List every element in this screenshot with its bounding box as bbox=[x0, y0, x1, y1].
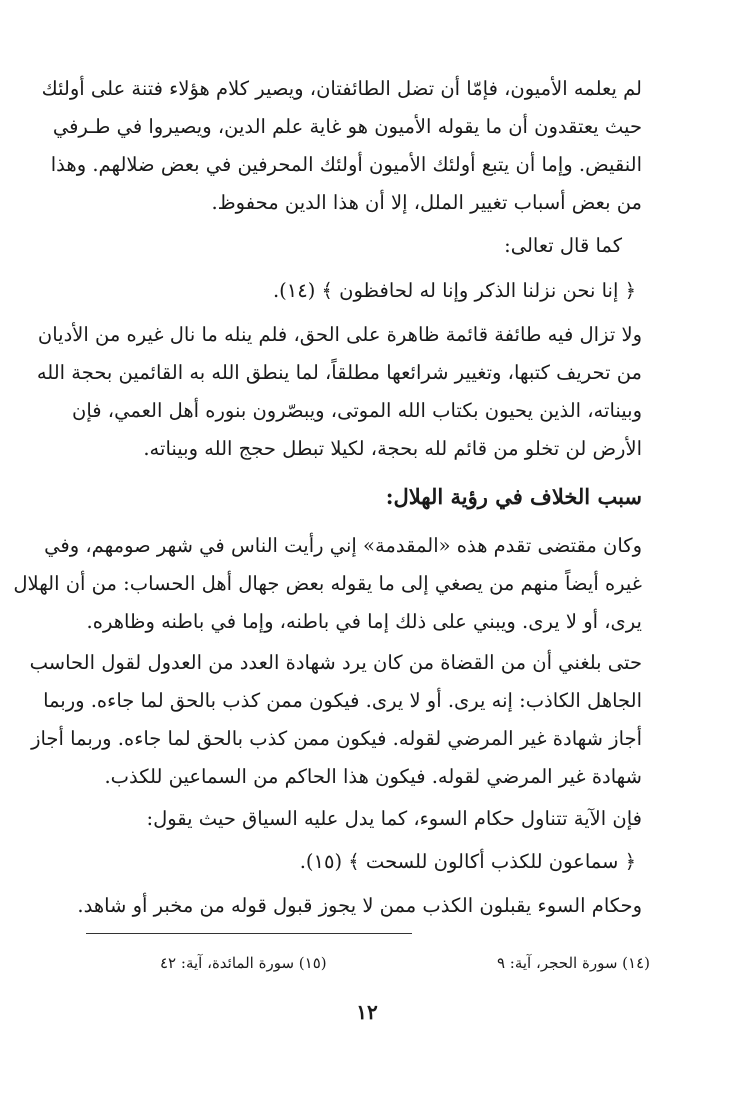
paragraph-3 bbox=[36, 316, 642, 468]
paragraph-2 bbox=[84, 227, 622, 265]
text-line: كما قال تعالى: bbox=[504, 234, 622, 257]
text-line: شهادة غير المرضي لقوله. فيكون هذا الحاكم من السماعين للكذب. bbox=[104, 765, 642, 788]
text-line: حتى بلغني أن من القضاة من كان يرد شهادة العدد من العدول لقول الحاسب bbox=[29, 651, 642, 674]
section-heading: سبب الخلاف في رؤية الهلال: bbox=[385, 484, 642, 509]
paragraph-7 bbox=[77, 887, 642, 925]
text-line: وكان مقتضى تقدم هذه «المقدمة» إني رأيت الناس في شهر صومهم، وفي bbox=[44, 534, 642, 557]
paragraph-6 bbox=[84, 800, 642, 838]
page-number: ١٢ bbox=[356, 1000, 378, 1024]
text-line: وحكام السوء يقبلون الكذب ممن لا يجوز قبول قوله من مخبر أو شاهد. bbox=[77, 894, 642, 917]
footnote-15: (١٥) سورة المائدة، آية: ٤٢ bbox=[160, 954, 327, 972]
text-line: الجاهل الكاذب: إنه يرى. أو لا يرى. فيكون ممن كذب بالحق لما جاءه. وربما bbox=[43, 689, 642, 712]
text-line: أجاز شهادة غير المرضي لقوله. فيكون ممن كذب بالحق لما جاءه. وربما أجاز bbox=[31, 727, 642, 750]
text-line: الأرض لن تخلو من قائم لله بحجة، لكيلا تبطل حجج الله وبيناته. bbox=[143, 437, 642, 460]
quran-verse-2 bbox=[84, 843, 636, 881]
text-line: يرى، أو لا يرى. ويبني على ذلك إما في باطنه، وإما في باطنه وظاهره. bbox=[86, 610, 642, 633]
text-line: من بعض أسباب تغيير الملل، إلا أن هذا الدين محفوظ. bbox=[211, 191, 642, 214]
paragraph-5 bbox=[29, 644, 642, 796]
text-line: النقيض. وإما أن يتبع أولئك الأميون أولئك المحرفين في بعض ضلالهم. وهذا bbox=[50, 153, 642, 176]
text-line: غيره أيضاً منهم من يصغي إلى ما يقوله بعض جهال أهل الحساب: من أن الهلال bbox=[13, 572, 642, 595]
paragraph-1 bbox=[41, 70, 642, 222]
text-line: وبيناته، الذين يحيون بكتاب الله الموتى، ويبصّرون بنوره أهل العمي، فإن bbox=[72, 399, 642, 422]
text-line: ﴿ سماعون للكذب أكالون للسحت ﴾ (١٥). bbox=[299, 850, 636, 873]
footnote-14: (١٤) سورة الحجر، آية: ٩ bbox=[496, 954, 650, 972]
text-line: فإن الآية تتناول حكام السوء، كما يدل عليه السياق حيث يقول: bbox=[146, 807, 642, 830]
text-line: من تحريف كتبها، وتغيير شرائعها مطلقاً، لما ينطق الله به القائمين بحجة الله bbox=[36, 361, 642, 384]
text-line: ﴿ إنا نحن نزلنا الذكر وإنا له لحافظون ﴾ (١٤). bbox=[272, 279, 636, 302]
quran-verse-1 bbox=[84, 272, 636, 310]
footnote-divider bbox=[86, 933, 412, 934]
text-line: حيث يعتقدون أن ما يقوله الأميون هو غاية علم الدين، ويصيروا في طـرفي bbox=[52, 115, 642, 138]
text-line: ولا تزال فيه طائفة قائمة ظاهرة على الحق، فلم ينله ما نال غيره من الأديان bbox=[37, 323, 642, 346]
footnotes bbox=[160, 952, 650, 974]
text-line: لم يعلمه الأميون، فإمّا أن تضل الطائفتان، ويصير كلام هؤلاء فتنة على أولئك bbox=[41, 77, 642, 100]
paragraph-4 bbox=[13, 527, 642, 641]
